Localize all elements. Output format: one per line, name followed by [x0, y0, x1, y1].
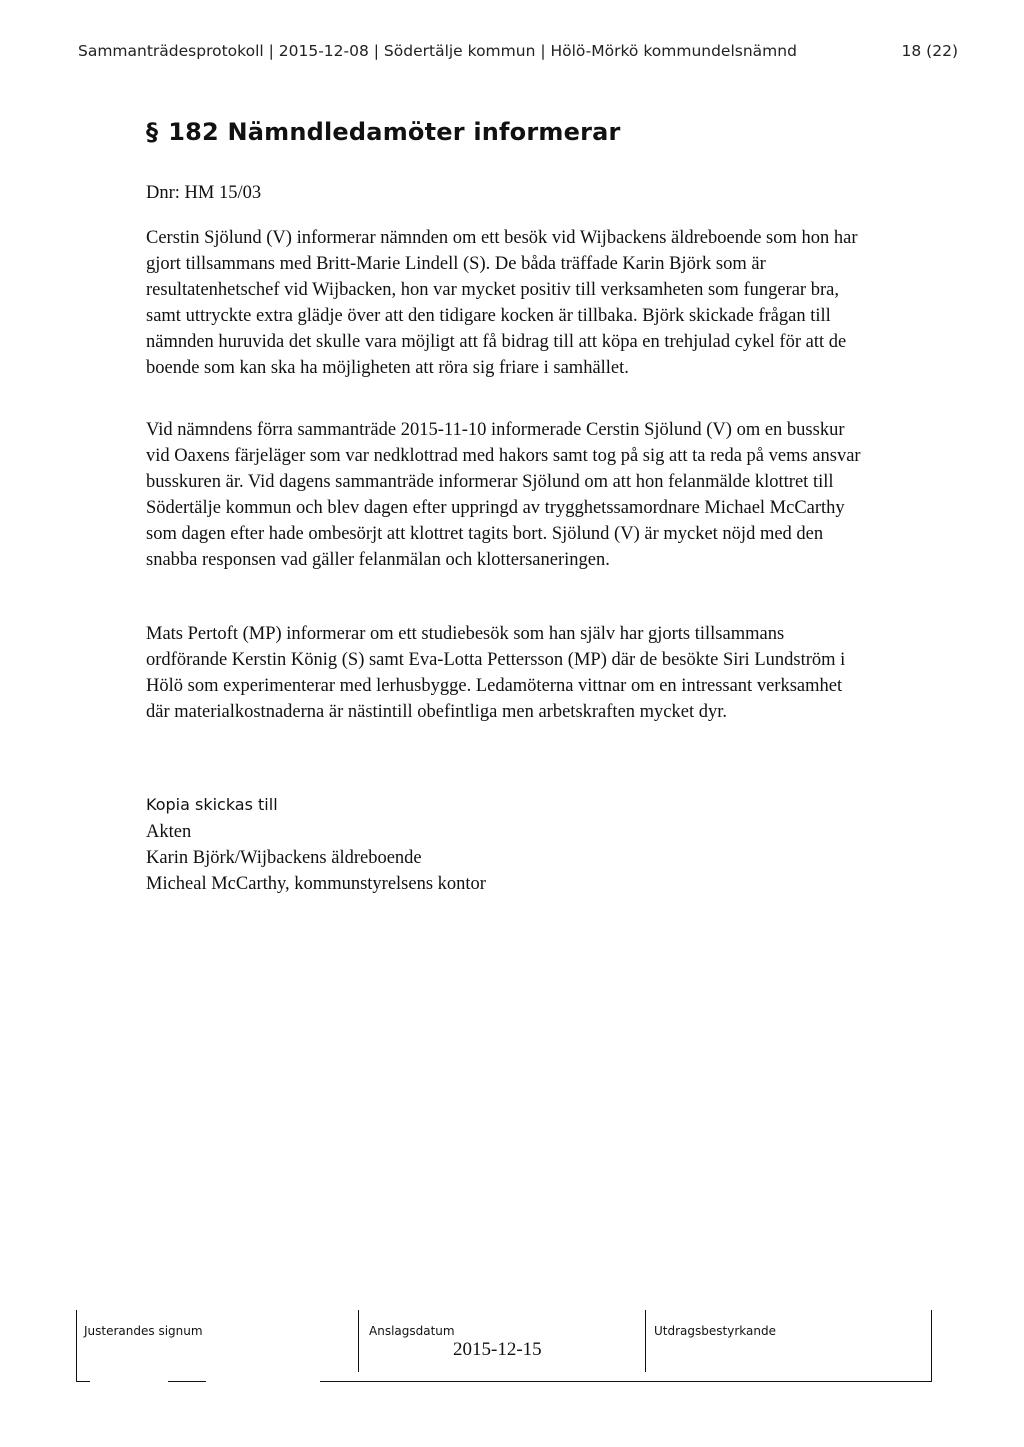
paragraph-line: Vid nämndens förra sammanträde 2015-11-10 informerade Cerstin Sjölund (V) om en busskur — [146, 420, 845, 440]
paragraph-line: boende som kan ska ha möjligheten att röra sig friare i samhället. — [146, 358, 629, 378]
running-title: Sammanträdesprotokoll | 2015-12-08 | Södertälje kommun | Hölö-Mörkö kommundelsnämnd — [78, 42, 797, 60]
case-number: Dnr: HM 15/03 — [146, 183, 262, 203]
footer-rule — [320, 1381, 932, 1382]
posting-date: 2015-12-15 — [453, 1339, 542, 1360]
paragraph-line: snabba responsen vad gäller felanmälan och klottersaneringen. — [146, 550, 610, 570]
paragraph-line: vid Oaxens färjeläger som var nedklottrad med hakors samt tog på sig att ta reda på vems ansvar — [146, 446, 861, 466]
running-header — [78, 42, 958, 60]
copy-recipients — [146, 793, 486, 897]
footer-divider — [645, 1310, 646, 1372]
paragraph-line: där materialkostnaderna är nästintill obefintliga men arbetskraften mycket dyr. — [146, 702, 727, 722]
copy-recipients-title: Kopia skickas till — [146, 795, 278, 814]
posting-date-label: Anslagsdatum — [369, 1324, 455, 1338]
footer-divider — [931, 1310, 932, 1382]
paragraph-bus-shelter — [146, 417, 946, 573]
paragraph-study-visit — [146, 621, 946, 725]
section-heading — [146, 118, 621, 146]
footer-divider — [358, 1310, 359, 1372]
section-title: 182 Nämndledamöter informerar — [168, 118, 621, 146]
paragraph-line: resultatenhetschef vid Wijbacken, hon var mycket positiv till verksamheten som fungerar bra, — [146, 280, 839, 300]
paragraph-line: nämnden huruvida det skulle vara möjligt att få bidrag till att köpa en trehjulad cykel för att de — [146, 332, 847, 352]
paragraph-line: Cerstin Sjölund (V) informerar nämnden om ett besök vid Wijbackens äldreboende som hon har — [146, 228, 858, 248]
certification-label: Utdragsbestyrkande — [654, 1324, 776, 1338]
paragraph-line: busskuren är. Vid dagens sammanträde informerar Sjölund om att hon felanmälde klottret till — [146, 472, 834, 492]
copy-recipient: Micheal McCarthy, kommunstyrelsens kontor — [146, 874, 486, 894]
paragraph-visit-report — [146, 225, 946, 381]
paragraph-line: Södertälje kommun och blev dagen efter uppringd av trygghetssamordnare Michael McCarthy — [146, 498, 845, 518]
paragraph-line: ordförande Kerstin König (S) samt Eva-Lotta Pettersson (MP) där de besökte Siri Lundström i — [146, 650, 846, 670]
footer-rule — [168, 1381, 206, 1382]
page-number: 18 (22) — [901, 42, 958, 60]
signature-label: Justerandes signum — [84, 1324, 203, 1338]
paragraph-line: samt uttryckte extra glädje över att den tidigare kocken är tillbaka. Björk skickade frågan till — [146, 306, 831, 326]
footer-rule — [76, 1381, 90, 1382]
section-symbol: § — [146, 118, 159, 146]
paragraph-line: Mats Pertoft (MP) informerar om ett studiebesök som han själv har gjorts tillsammans — [146, 624, 785, 644]
copy-recipient: Akten — [146, 822, 192, 842]
footer-divider — [76, 1310, 77, 1382]
paragraph-line: Hölö som experimenterar med lerhusbygge. Ledamöterna vittnar om en intressant verksamhet — [146, 676, 843, 696]
paragraph-line: gjort tillsammans med Britt-Marie Lindell (S). De båda träffade Karin Björk som är — [146, 254, 766, 274]
copy-recipient: Karin Björk/Wijbackens äldreboende — [146, 848, 422, 868]
signature-footer — [0, 1310, 1024, 1390]
paragraph-line: som dagen efter hade ombesörjt att klottret tagits bort. Sjölund (V) är mycket nöjd med den — [146, 524, 824, 544]
